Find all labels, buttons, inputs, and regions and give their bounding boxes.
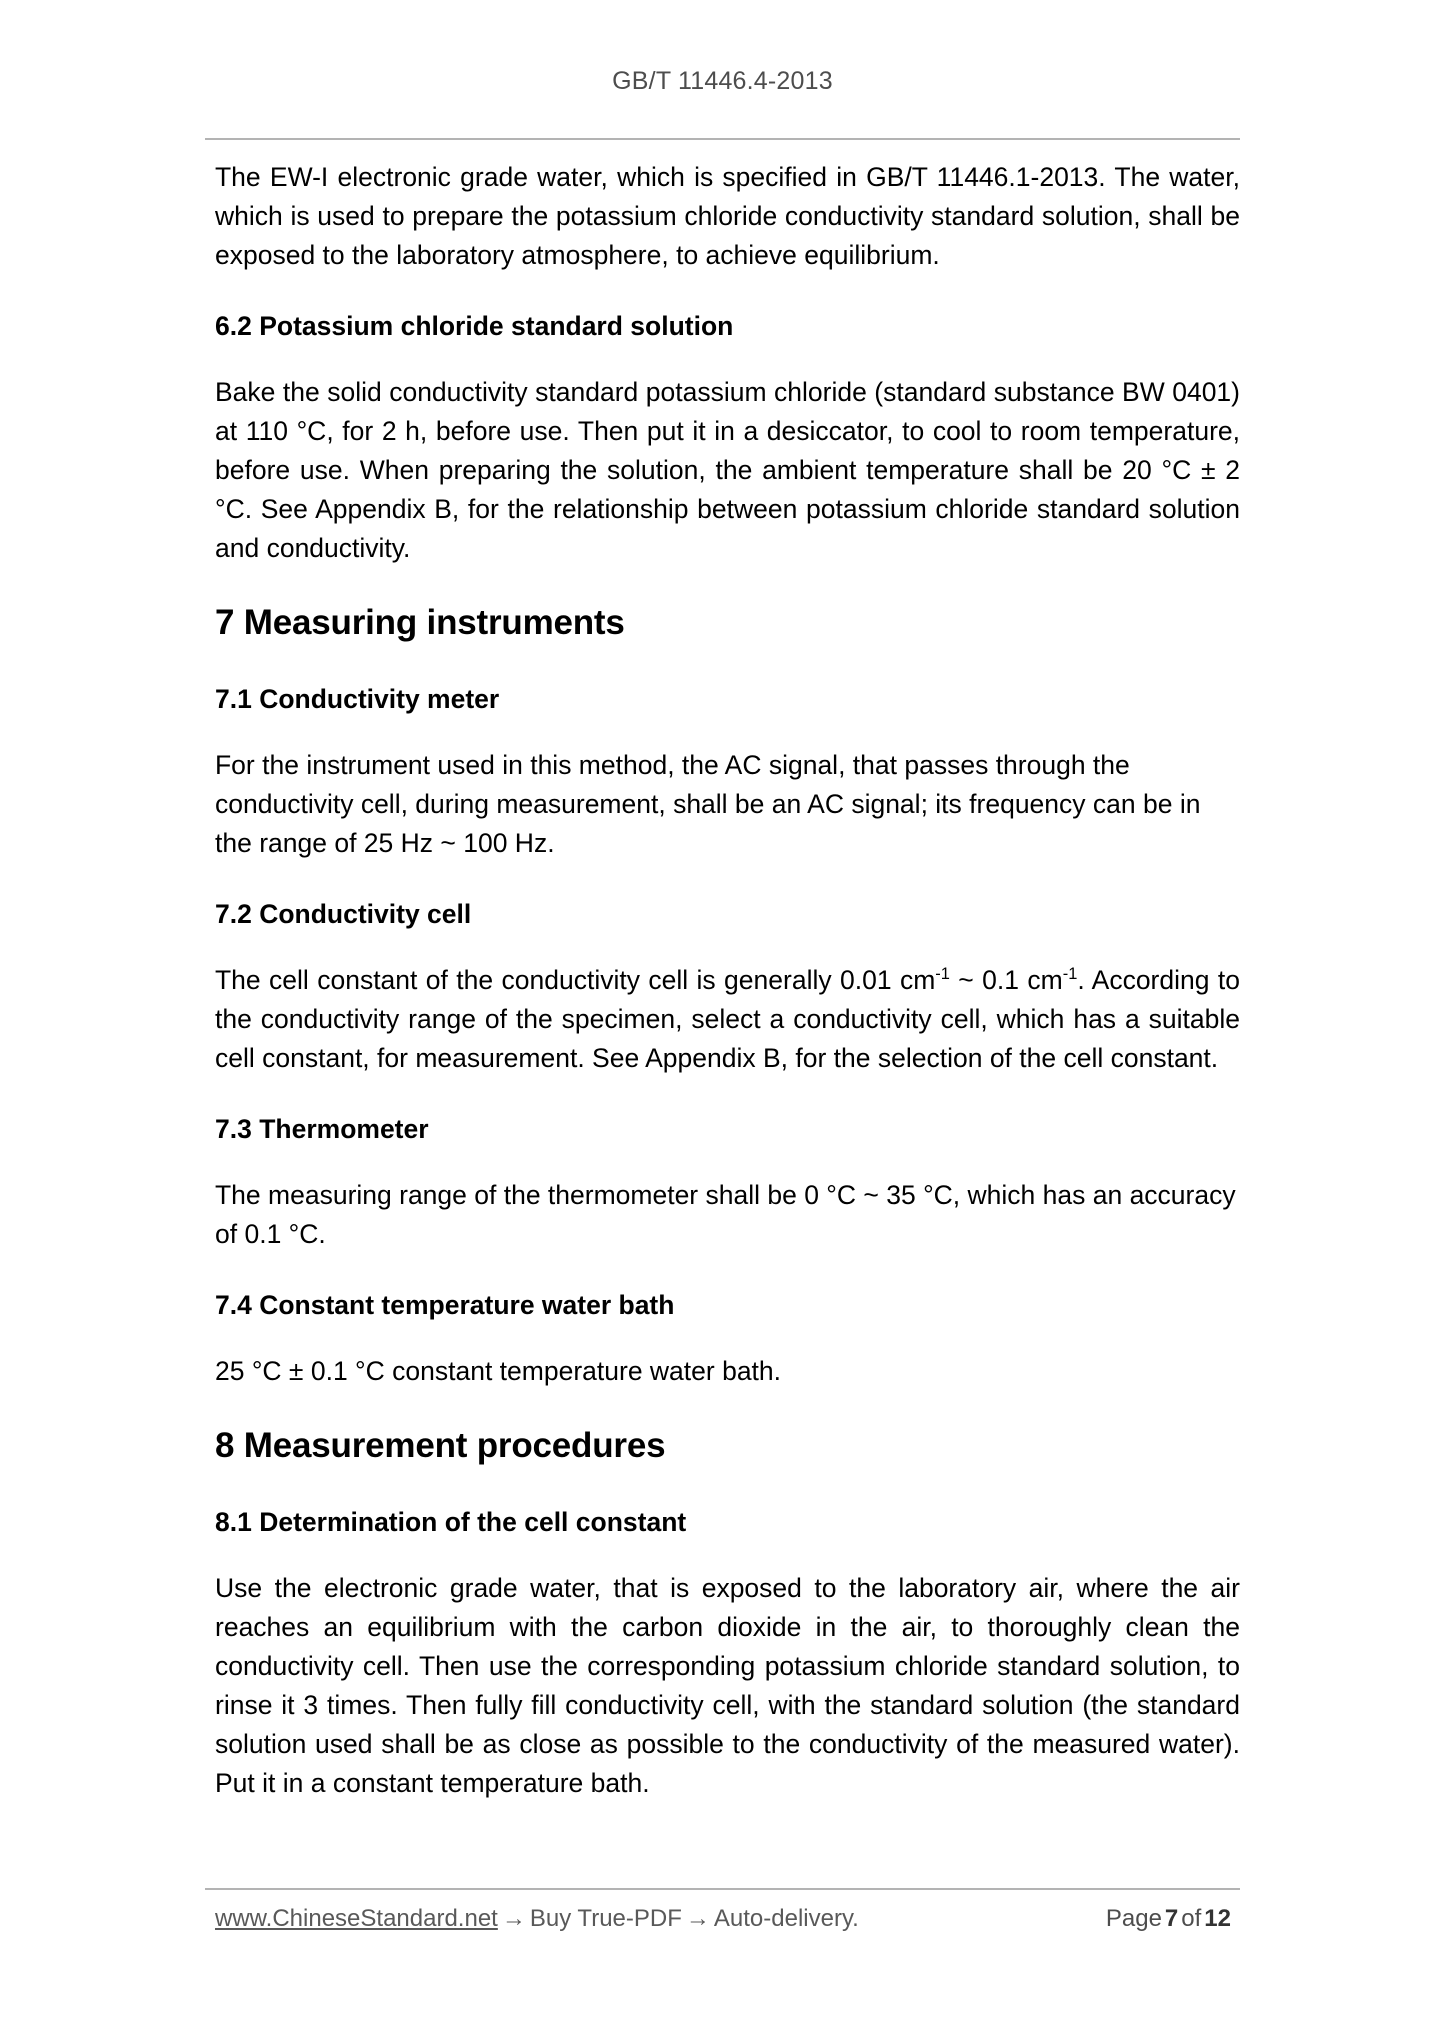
- paragraph-7-2-part2: ~ 0.1 cm: [949, 965, 1063, 995]
- current-page-number: 7: [1164, 1905, 1179, 1932]
- paragraph-6-2: Bake the solid conductivity standard potassium chloride (standard substance BW 0401) at 110 °C, for 2 h, before use. Then put it in a desiccator, to cool to room temperature, before use. When preparing the solution, the ambient temperature shall be 20 °C ± 2 °C. See Appendix B, for the relationship between potassium chloride standard solution and conductivity.: [215, 377, 1240, 563]
- cell-constant-exponent-high: -1: [1062, 965, 1078, 984]
- paragraph-7-2-part3: . According to the conductivity range of the specimen, select a conductivity cell, which has a suitable cell constant, for measurement. See Appendix B, for the selection of the cell constant.: [215, 965, 1240, 1073]
- footer-offer-label: Buy True-PDF: [529, 1905, 682, 1932]
- document-content: [215, 158, 1240, 1837]
- arrow-right-icon: →: [501, 1905, 526, 1932]
- footer-promo: [215, 1902, 859, 1936]
- total-page-number: 12: [1204, 1905, 1231, 1932]
- header-divider: [205, 138, 1240, 140]
- cell-constant-exponent-low: -1: [935, 965, 950, 984]
- paragraph-7-2-part1: The cell constant of the conductivity cell is generally 0.01 cm: [215, 965, 936, 995]
- heading-7-1: 7.1 Conductivity meter: [215, 684, 500, 714]
- heading-7: 7 Measuring instruments: [215, 603, 625, 642]
- paragraph-8-1: Use the electronic grade water, that is exposed to the laboratory air, where the air reaches an equilibrium with the carbon dioxide in the air, to thoroughly clean the conductivity cell. Then use the corresponding potassium chloride standard solution, to rinse it 3 times. Then fully fill conductivity cell, with the standard solution (the standard solution used shall be as close as possible to the conductivity of the measured water). Put it in a constant temperature bath.: [215, 1573, 1240, 1798]
- heading-7-4: 7.4 Constant temperature water bath: [215, 1290, 675, 1320]
- paragraph-7-2: [215, 961, 1240, 1078]
- footer-divider: [205, 1888, 1240, 1890]
- page-label: Page: [1105, 1905, 1162, 1932]
- heading-8: 8 Measurement procedures: [215, 1426, 666, 1465]
- standard-number-title: GB/T 11446.4-2013: [612, 67, 833, 95]
- of-label: of: [1181, 1905, 1202, 1932]
- heading-7-2: 7.2 Conductivity cell: [215, 899, 472, 929]
- arrow-right-icon-2: →: [685, 1905, 710, 1932]
- heading-6-2: 6.2 Potassium chloride standard solution: [215, 311, 734, 341]
- page-header: [205, 66, 1240, 96]
- paragraph-7-3: The measuring range of the thermometer shall be 0 °C ~ 35 °C, which has an accuracy of 0.1 °C.: [215, 1180, 1236, 1249]
- footer-delivery-label: Auto-delivery.: [713, 1905, 859, 1932]
- chinesestandard-link[interactable]: www.ChineseStandard.net: [215, 1905, 498, 1932]
- paragraph-7-1: For the instrument used in this method, the AC signal, that passes through the conductivity cell, during measurement, shall be an AC signal; its frequency can be in the range of 25 Hz ~ 100 Hz.: [215, 750, 1201, 858]
- heading-8-1: 8.1 Determination of the cell constant: [215, 1507, 687, 1537]
- heading-7-3: 7.3 Thermometer: [215, 1114, 429, 1144]
- page-indicator: [1106, 1902, 1234, 1936]
- paragraph-7-4: 25 °C ± 0.1 °C constant temperature water bath.: [215, 1356, 782, 1386]
- paragraph-6-1: The EW-I electronic grade water, which is specified in GB/T 11446.1-2013. The water, which is used to prepare the potassium chloride conductivity standard solution, shall be exposed to the laboratory atmosphere, to achieve equilibrium.: [215, 162, 1240, 270]
